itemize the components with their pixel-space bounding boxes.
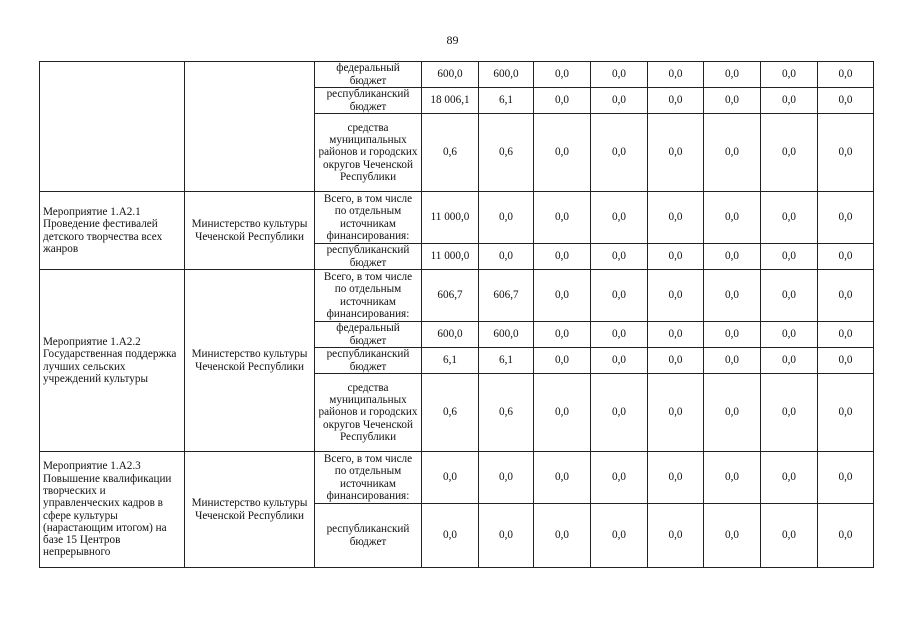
value-cell: 0,0 bbox=[704, 504, 761, 568]
value-cell: 0,0 bbox=[761, 62, 818, 88]
value-cell: 0,0 bbox=[818, 114, 874, 192]
value-cell: 0,0 bbox=[479, 192, 534, 244]
value-cell: 0,0 bbox=[591, 88, 648, 114]
value-cell: 6,1 bbox=[479, 348, 534, 374]
value-cell: 0,0 bbox=[534, 504, 591, 568]
value-cell: 0,0 bbox=[761, 88, 818, 114]
value-cell: 0,0 bbox=[648, 88, 704, 114]
value-cell: 0,0 bbox=[648, 192, 704, 244]
value-cell: 0,0 bbox=[761, 348, 818, 374]
value-cell: 0,0 bbox=[648, 322, 704, 348]
value-cell: 600,0 bbox=[422, 322, 479, 348]
value-cell: 0,0 bbox=[761, 270, 818, 322]
funding-table bbox=[39, 61, 874, 568]
value-cell: 0,0 bbox=[704, 114, 761, 192]
value-cell: 0,0 bbox=[648, 244, 704, 270]
value-cell: 0,0 bbox=[818, 62, 874, 88]
table-row bbox=[40, 192, 874, 244]
value-cell: 0,0 bbox=[591, 348, 648, 374]
value-cell: 606,7 bbox=[479, 270, 534, 322]
event-cell: Мероприятие 1.А2.3 Повышение квалификации творческих и управленческих кадров в сфере культуры (нарастающим итогом) на базе 15 Центров непрерывного bbox=[40, 452, 185, 568]
value-cell: 0,0 bbox=[761, 504, 818, 568]
value-cell: 0,0 bbox=[761, 244, 818, 270]
value-cell: 0,0 bbox=[534, 244, 591, 270]
source-cell: федеральный бюджет bbox=[315, 322, 422, 348]
value-cell: 0,0 bbox=[818, 270, 874, 322]
value-cell: 0,0 bbox=[761, 374, 818, 452]
value-cell: 0,0 bbox=[648, 504, 704, 568]
value-cell: 0,0 bbox=[818, 88, 874, 114]
value-cell: 0,0 bbox=[591, 270, 648, 322]
value-cell: 0,0 bbox=[818, 244, 874, 270]
value-cell: 0,0 bbox=[422, 504, 479, 568]
page-number: 89 bbox=[446, 33, 459, 47]
value-cell: 0,0 bbox=[704, 62, 761, 88]
value-cell: 0,0 bbox=[591, 62, 648, 88]
value-cell: 0,6 bbox=[479, 114, 534, 192]
executor-cell bbox=[185, 62, 315, 192]
table-row bbox=[40, 452, 874, 504]
source-cell: республиканский бюджет bbox=[315, 504, 422, 568]
value-cell: 0,6 bbox=[479, 374, 534, 452]
value-cell: 0,0 bbox=[648, 374, 704, 452]
value-cell: 18 006,1 bbox=[422, 88, 479, 114]
source-cell: средства муниципальных районов и городских округов Чеченской Республики bbox=[315, 114, 422, 192]
value-cell: 0,0 bbox=[818, 322, 874, 348]
executor-cell: Министерство культуры Чеченской Республики bbox=[185, 192, 315, 270]
value-cell: 0,0 bbox=[818, 452, 874, 504]
value-cell: 0,0 bbox=[704, 88, 761, 114]
value-cell: 0,0 bbox=[534, 114, 591, 192]
value-cell: 0,0 bbox=[591, 322, 648, 348]
value-cell: 600,0 bbox=[479, 62, 534, 88]
event-cell bbox=[40, 62, 185, 192]
value-cell: 0,0 bbox=[818, 504, 874, 568]
value-cell: 0,0 bbox=[648, 270, 704, 322]
value-cell: 0,0 bbox=[818, 192, 874, 244]
value-cell: 0,0 bbox=[591, 374, 648, 452]
value-cell: 0,0 bbox=[761, 452, 818, 504]
executor-cell: Министерство культуры Чеченской Республики bbox=[185, 270, 315, 452]
value-cell: 0,0 bbox=[534, 348, 591, 374]
source-cell: Всего, в том числе по отдельным источникам финансирования: bbox=[315, 270, 422, 322]
value-cell: 0,0 bbox=[704, 270, 761, 322]
source-cell: Всего, в том числе по отдельным источникам финансирования: bbox=[315, 192, 422, 244]
executor-cell: Министерство культуры Чеченской Республики bbox=[185, 452, 315, 568]
value-cell: 0,0 bbox=[761, 322, 818, 348]
source-cell: средства муниципальных районов и городских округов Чеченской Республики bbox=[315, 374, 422, 452]
value-cell: 11 000,0 bbox=[422, 244, 479, 270]
value-cell: 0,0 bbox=[479, 504, 534, 568]
value-cell: 0,0 bbox=[534, 62, 591, 88]
value-cell: 0,0 bbox=[479, 244, 534, 270]
value-cell: 0,0 bbox=[534, 452, 591, 504]
value-cell: 600,0 bbox=[422, 62, 479, 88]
value-cell: 0,0 bbox=[591, 452, 648, 504]
value-cell: 0,0 bbox=[818, 374, 874, 452]
value-cell: 0,0 bbox=[648, 114, 704, 192]
value-cell: 606,7 bbox=[422, 270, 479, 322]
source-cell: федеральный бюджет bbox=[315, 62, 422, 88]
value-cell: 11 000,0 bbox=[422, 192, 479, 244]
value-cell: 0,0 bbox=[704, 244, 761, 270]
table-row bbox=[40, 62, 874, 88]
value-cell: 0,0 bbox=[704, 322, 761, 348]
value-cell: 600,0 bbox=[479, 322, 534, 348]
value-cell: 0,0 bbox=[761, 192, 818, 244]
value-cell: 0,6 bbox=[422, 114, 479, 192]
value-cell: 0,0 bbox=[534, 374, 591, 452]
value-cell: 6,1 bbox=[479, 88, 534, 114]
value-cell: 0,0 bbox=[534, 322, 591, 348]
value-cell: 0,0 bbox=[591, 504, 648, 568]
value-cell: 6,1 bbox=[422, 348, 479, 374]
value-cell: 0,0 bbox=[422, 452, 479, 504]
value-cell: 0,0 bbox=[704, 452, 761, 504]
value-cell: 0,0 bbox=[704, 348, 761, 374]
value-cell: 0,0 bbox=[591, 114, 648, 192]
source-cell: республиканский бюджет bbox=[315, 348, 422, 374]
value-cell: 0,0 bbox=[591, 192, 648, 244]
value-cell: 0,0 bbox=[704, 374, 761, 452]
source-cell: Всего, в том числе по отдельным источникам финансирования: bbox=[315, 452, 422, 504]
value-cell: 0,0 bbox=[761, 114, 818, 192]
value-cell: 0,0 bbox=[818, 348, 874, 374]
table-body bbox=[40, 62, 874, 568]
source-cell: республиканский бюджет bbox=[315, 244, 422, 270]
value-cell: 0,6 bbox=[422, 374, 479, 452]
event-cell: Мероприятие 1.А2.2 Государственная поддержка лучших сельских учреждений культуры bbox=[40, 270, 185, 452]
value-cell: 0,0 bbox=[648, 348, 704, 374]
value-cell: 0,0 bbox=[704, 192, 761, 244]
table-row bbox=[40, 270, 874, 322]
value-cell: 0,0 bbox=[648, 62, 704, 88]
value-cell: 0,0 bbox=[534, 192, 591, 244]
value-cell: 0,0 bbox=[591, 244, 648, 270]
source-cell: республиканский бюджет bbox=[315, 88, 422, 114]
value-cell: 0,0 bbox=[479, 452, 534, 504]
value-cell: 0,0 bbox=[534, 88, 591, 114]
value-cell: 0,0 bbox=[648, 452, 704, 504]
event-cell: Мероприятие 1.А2.1 Проведение фестивалей детского творчества всех жанров bbox=[40, 192, 185, 270]
value-cell: 0,0 bbox=[534, 270, 591, 322]
